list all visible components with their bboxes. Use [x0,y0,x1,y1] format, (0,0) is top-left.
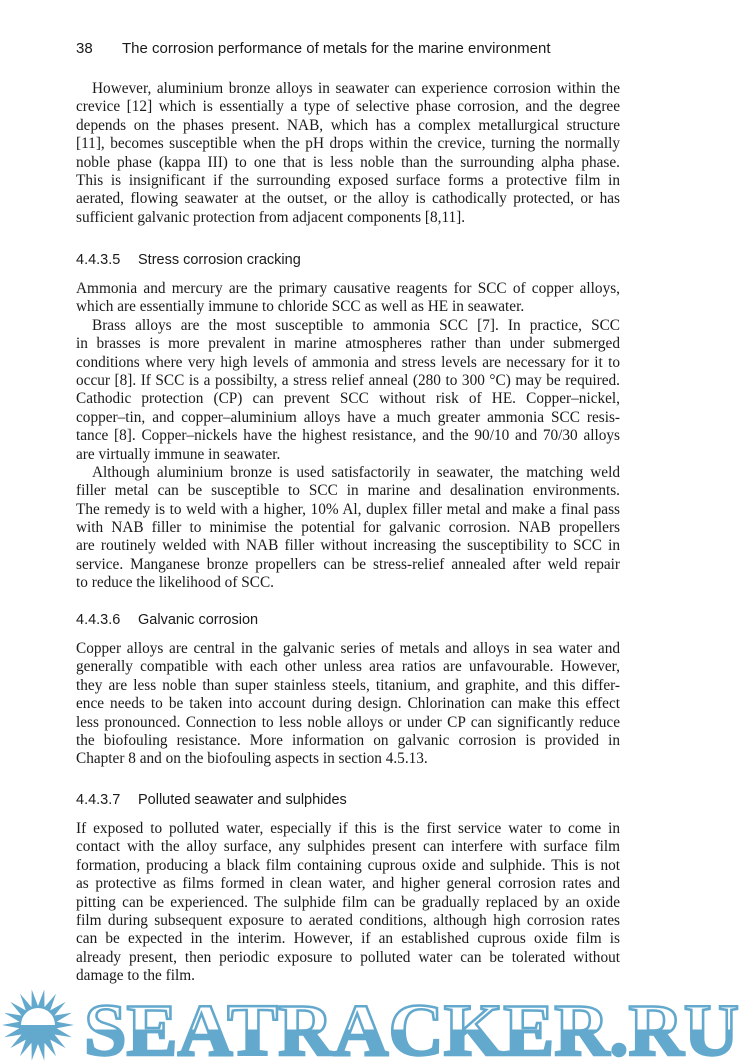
text-line: film during subsequent exposure to aerated conditions, although high corrosion rates [76,911,620,929]
text-line: Cathodic protection (CP) can prevent SCC without risk of HE. Copper–nickel, [76,390,620,408]
text-line: filler metal can be susceptible to SCC in marine and desalination environments. [76,482,620,500]
section-number: 4.4.3.6 [76,612,121,628]
text-line: already present, then periodic exposure to polluted water can be tolerated without [76,948,620,966]
running-title: The corrosion performance of metals for the marine environment [122,40,551,57]
text-line: depends on the phases present. NAB, which has a complex metallurgical structure [76,116,620,134]
watermark-lettering: SEATRACKER.RU [84,990,739,1061]
text-line: However, aluminium bronze alloys in seawater can experience corrosion within the [92,80,620,97]
text-line: Brass alloys are the most susceptible to ammonia SCC [7]. In practice, SCC [92,316,620,334]
section-heading [76,611,620,629]
text-line: as protective as films formed in clean water, and higher general corrosion rates and [76,875,620,893]
paragraph [76,464,620,593]
text-line: copper–tin, and copper–aluminium alloys have a much greater ammonia SCC resis- [76,408,620,426]
text-line: pitting can be experienced. The sulphide film can be gradually replaced by an oxide [76,893,620,911]
paragraph [76,280,620,317]
text-line: ence needs to be taken into account during design. Chlorination can make this effect [76,695,620,713]
section-polluted-seawater [76,791,620,986]
seatracker-watermark-logo [0,985,747,1061]
text-line: [11], becomes susceptible when the pH drops within the crevice, turning the normally [76,135,620,153]
text-line: are routinely welded with NAB filler without increasing the susceptibility to SCC in [76,537,620,555]
text-line: conditions where very high levels of ammonia and stress levels are necessary for it to [76,353,620,371]
text-line: with NAB filler to minimise the potential for galvanic corrosion. NAB propellers [76,519,620,537]
paragraph [76,820,620,986]
section-intro [76,80,620,227]
text-line: service. Manganese bronze propellers can be stress-relief annealed after weld repair [76,555,620,573]
text-line: in brasses is more prevalent in marine atmospheres rather than under submerged [76,335,620,353]
text-line: If exposed to polluted water, especially if this is the first service water to come in [76,820,620,837]
text-line: Ammonia and mercury are the primary causative reagents for SCC of copper alloys, [76,280,620,297]
section-title: Stress corrosion cracking [138,252,301,268]
paragraph [76,80,620,227]
text-line: can be expected in the interim. However, if an established cuprous oxide film is [76,930,620,948]
section-title: Galvanic corrosion [138,612,259,628]
text-line: noble phase (kappa III) to one that is less noble than the surrounding alpha phase. [76,153,620,171]
text-line: generally compatible with each other unless area ratios are unfavourable. However, [76,658,620,676]
text-line: they are less noble than super stainless steels, titanium, and graphite, and this differ- [76,676,620,694]
text-line: damage to the film. [76,967,195,985]
text-line: Chapter 8 and on the biofouling aspects in section 4.5.13. [76,750,428,768]
text-line: This is insignificant if the surrounding exposed surface forms a protective film in [76,171,620,189]
page-number: 38 [76,40,93,57]
text-line: contact with the alloy surface, any sulphides present can interfere with surface film [76,838,620,856]
paragraph [76,317,620,464]
text-line: Although aluminium bronze is used satisfactorily in seawater, the matching weld [92,463,620,481]
text-line: crevice [12] which is essentially a type of selective phase corrosion, and the degree [76,98,620,116]
text-line: are virtually immune in seawater. [76,445,281,463]
section-title: Polluted seawater and sulphides [138,792,347,808]
section-number: 4.4.3.7 [76,792,121,808]
text-line: Copper alloys are central in the galvanic series of metals and alloys in sea water and [76,640,620,657]
section-heading [76,251,620,269]
text-line: occur [8]. If SCC is a possibilty, a stress relief anneal (280 to 300 °C) may be required. [76,371,620,389]
text-line: the biofouling resistance. More information on galvanic corrosion is provided in [76,731,620,749]
text-line: formation, producing a black film containing cuprous oxide and sulphide. This is not [76,856,620,874]
text-line: aerated, flowing seawater at the outset, or the alloy is cathodically protected, or has [76,190,620,208]
text-line: less pronounced. Connection to less noble alloys or under CP can significantly reduce [76,713,620,731]
text-line: which are essentially immune to chloride SCC as well as HE in seawater. [76,298,525,316]
section-galvanic-corrosion [76,611,620,769]
paragraph [76,640,620,769]
text-line: tance [8]. Copper–nickels have the highest resistance, and the 90/10 and 70/30 alloys [76,427,620,445]
text-line: to reduce the likelihood of SCC. [76,574,274,592]
sun-icon [2,990,74,1061]
section-number: 4.4.3.5 [76,252,121,268]
text-line: The remedy is to weld with a higher, 10% Al, duplex filler metal and make a final pass [76,500,620,518]
running-header [76,40,551,57]
text-line: sufficient galvanic protection from adjacent components [8,11]. [76,208,466,226]
section-heading [76,791,620,809]
section-stress-corrosion-cracking [76,251,620,593]
